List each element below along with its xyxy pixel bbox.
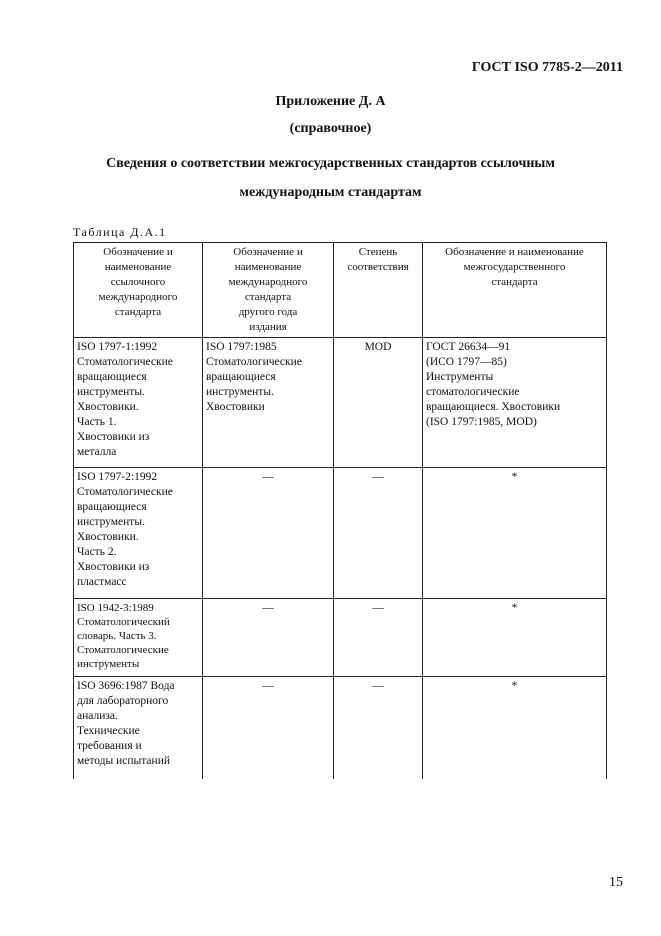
- table-row: [74, 677, 607, 780]
- cell-intl: ISO 1942-3:1989 Стоматологический словарь. Часть 3. Стоматологические инструменты: [74, 599, 203, 677]
- header-other-edition: Обозначение и наименование международного стандарта другого года издания: [203, 243, 334, 338]
- cell-other: —: [203, 677, 334, 780]
- cell-degree: —: [334, 468, 423, 599]
- appendix-title: Приложение Д. А: [275, 94, 386, 109]
- appendix-heading-line1: Сведения о соответствии межгосударственных стандартов ссылочным: [106, 156, 555, 171]
- cell-intl: ISO 1797-1:1992 Стоматологические вращающиеся инструменты. Хвостовики. Часть 1. Хвостовики из металла: [74, 338, 203, 468]
- document-id: ГОСТ ISO 7785-2—2011: [471, 60, 623, 75]
- cell-interstate: *: [423, 599, 607, 677]
- table-row: [74, 468, 607, 599]
- table-row: [74, 338, 607, 468]
- cell-interstate: *: [423, 468, 607, 599]
- appendix-subtitle: (справочное): [289, 121, 372, 136]
- header-degree: Степень соответствия: [334, 243, 423, 338]
- cell-interstate: *: [423, 677, 607, 780]
- table-caption: Таблица Д.А.1: [73, 225, 167, 239]
- page-number: 15: [609, 875, 623, 890]
- header-interstate-standard: Обозначение и наименование межгосударственного стандарта: [423, 243, 607, 338]
- cell-other: —: [203, 468, 334, 599]
- correspondence-table: [73, 242, 607, 779]
- cell-other: —: [203, 599, 334, 677]
- cell-intl: ISO 3696:1987 Вода для лабораторного анализа. Технические требования и методы испытаний: [74, 677, 203, 780]
- table-row: [74, 599, 607, 677]
- cell-interstate: ГОСТ 26634—91 (ИСО 1797—85) Инструменты стоматологические вращающиеся. Хвостовики (ISO 1797:1985, MOD): [423, 338, 607, 468]
- header-intl-standard: Обозначение и наименование ссылочного международного стандарта: [74, 243, 203, 338]
- cell-intl: ISO 1797-2:1992 Стоматологические вращающиеся инструменты. Хвостовики. Часть 2. Хвостовики из пластмасс: [74, 468, 203, 599]
- appendix-heading-line2: международным стандартам: [239, 185, 422, 200]
- cell-degree: —: [334, 599, 423, 677]
- cell-other: ISO 1797:1985 Стоматологические вращающиеся инструменты. Хвостовики: [203, 338, 334, 468]
- cell-degree: —: [334, 677, 423, 780]
- cell-degree: MOD: [334, 338, 423, 468]
- table-header-row: [74, 243, 607, 338]
